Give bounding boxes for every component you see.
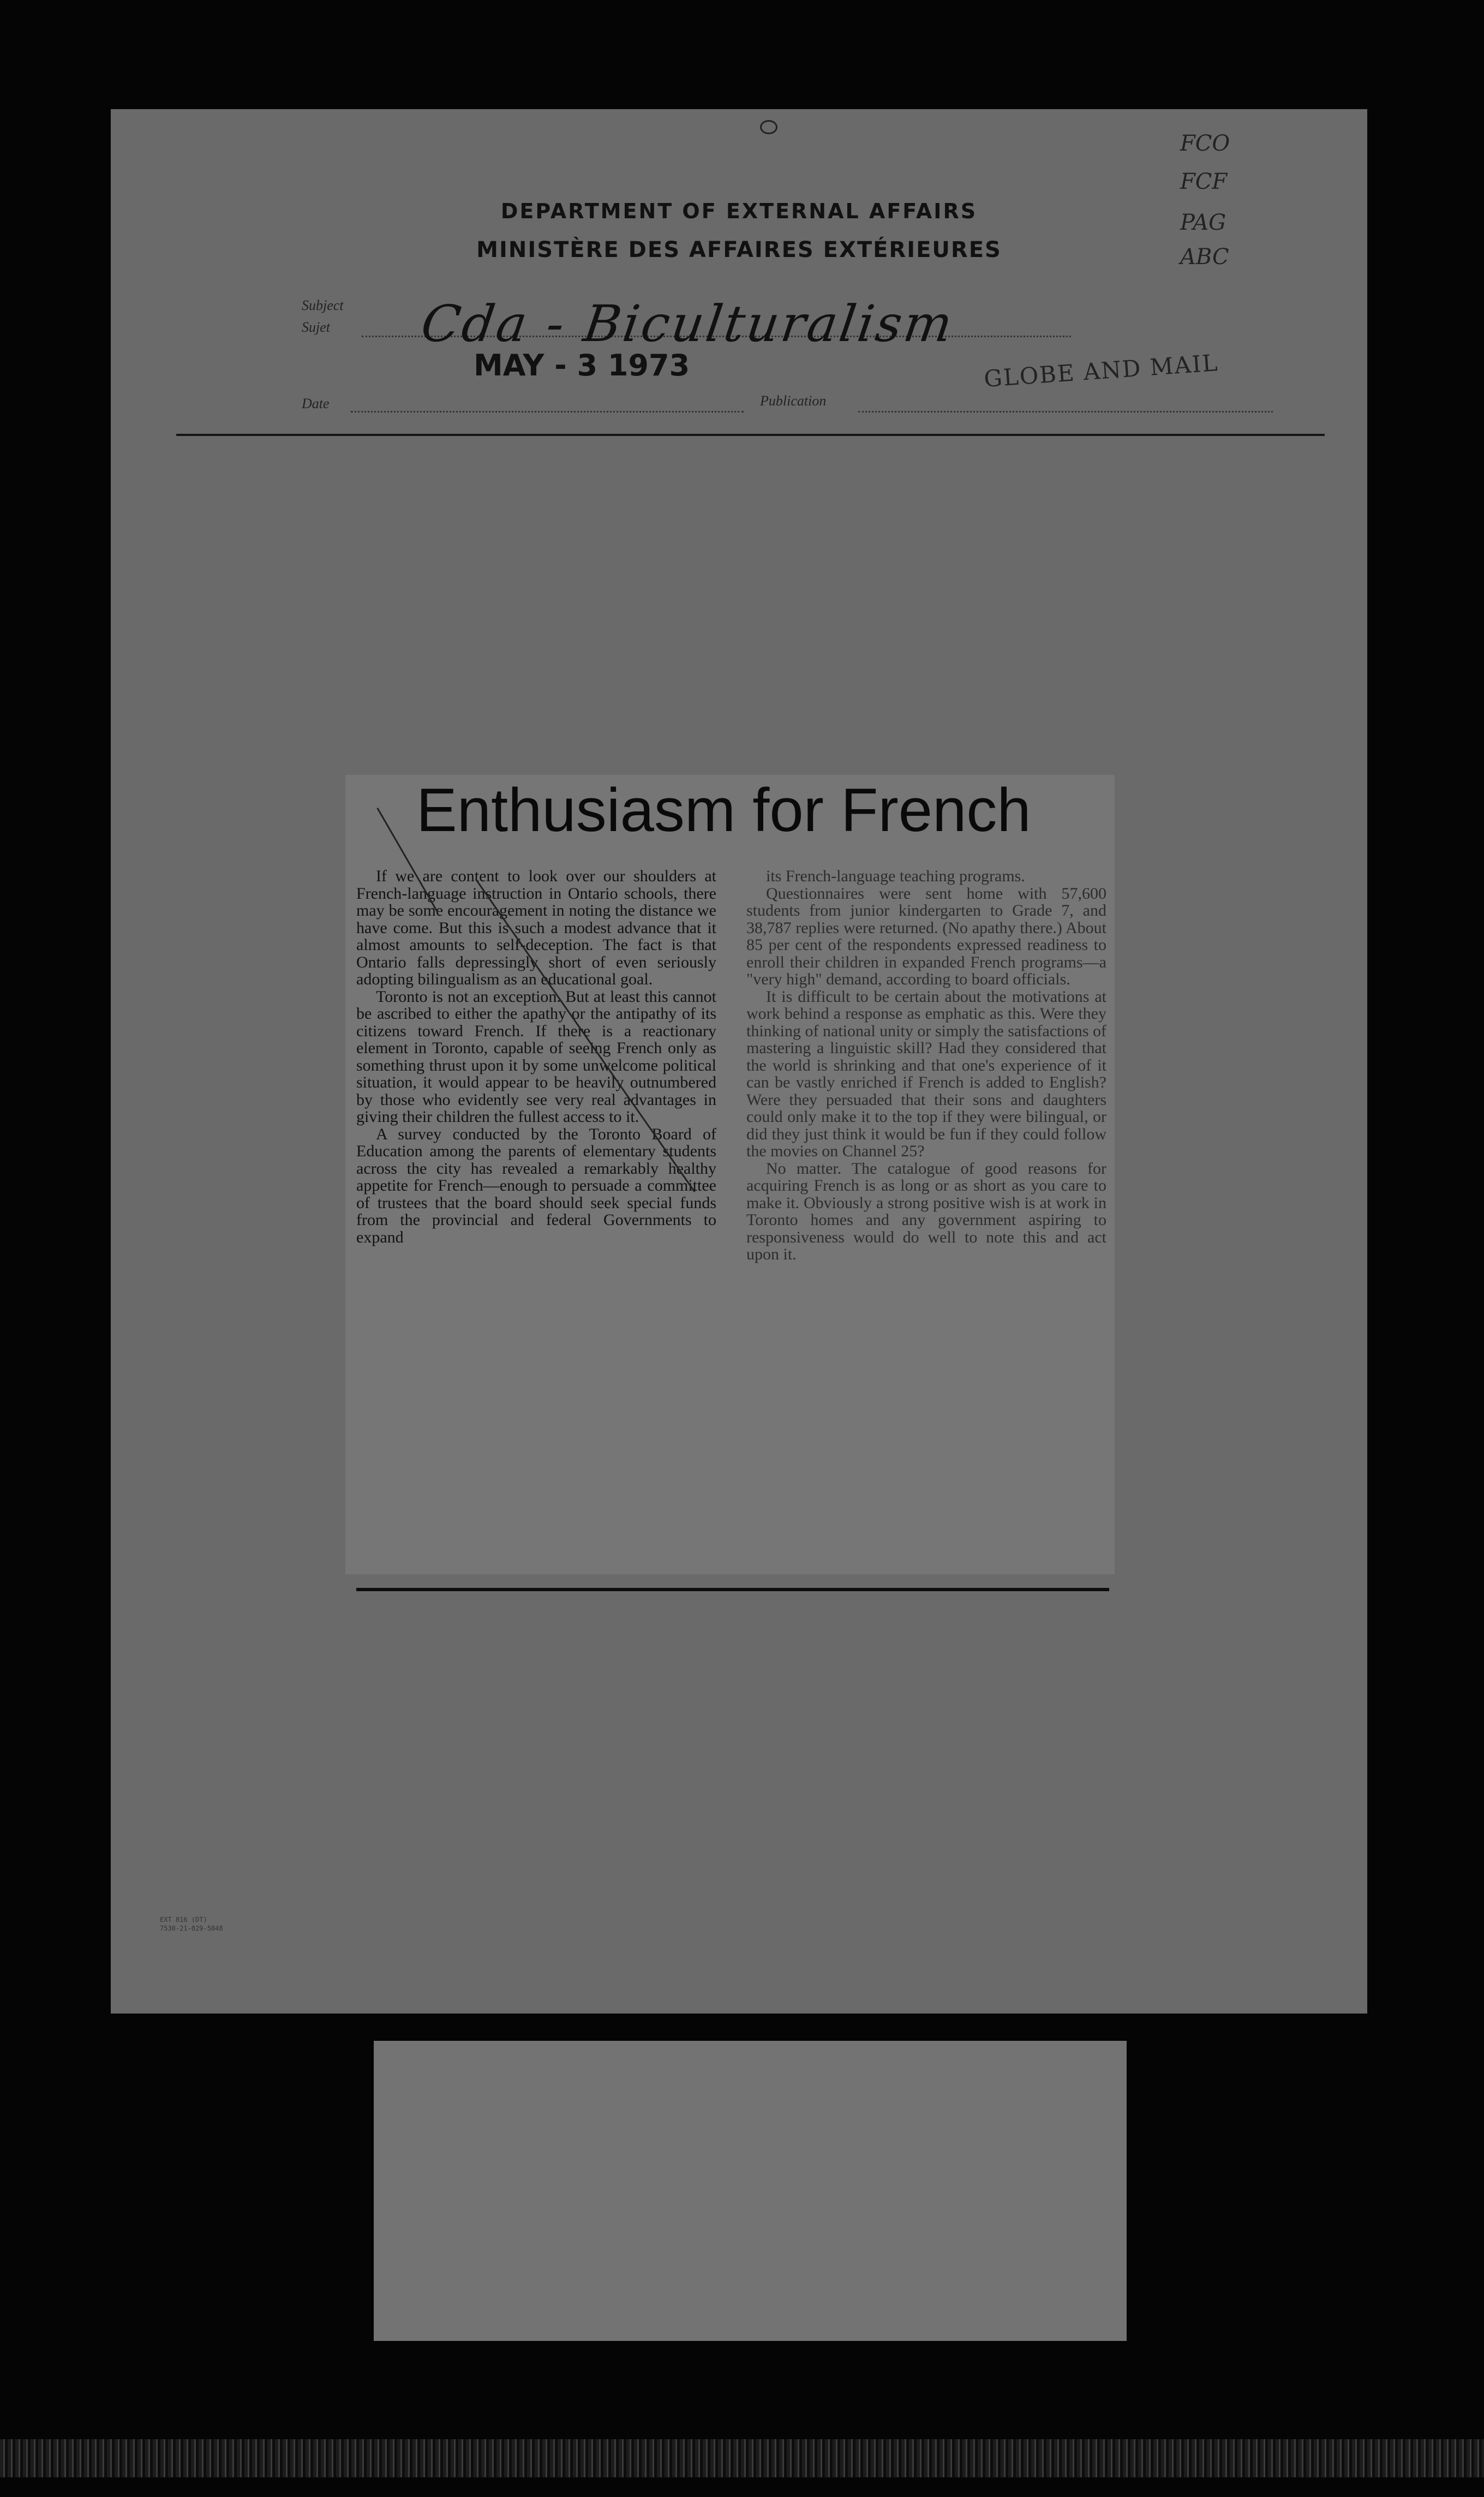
date-dotted-line	[351, 411, 744, 413]
publication-dotted-line	[858, 411, 1273, 413]
date-label: Date	[302, 396, 330, 411]
subject-handwritten: Cda - Biculturalism	[417, 295, 958, 353]
header-rule	[176, 434, 1325, 436]
routing-code-3: PAG	[1180, 210, 1226, 235]
article-paragraph: It is difficult to be certain about the motivations at work behind a response as emphatic as this. Were they thinking of national unity or simply the satisfactions of mastering a linguistic skill? Had they considered that the world is shrinking and that one's experience of it can be vastly enriched if French is added to English? Were they persuaded that their sons and daughters could only make it to the top if they were bilingual, or did they just think it would be fun if they could follow the movies on Channel 25?	[746, 987, 1106, 1160]
form-number: EXT 816 (DT) 7530-21-029-5048	[160, 1916, 223, 1932]
date-stamp: MAY - 3 1973	[474, 348, 690, 383]
routing-code-1: FCO	[1180, 131, 1230, 156]
article-end-rule	[356, 1588, 1109, 1591]
article-paragraph: A survey conducted by the Toronto Board of Education among the parents of elementary students across the city has revealed a remarkably healthy appetite for French—enough to persuade a committee of trustees that the board should seek special funds from the provincial and federal Governments to expand	[356, 1125, 716, 1246]
routing-code-2: FCF	[1180, 169, 1228, 194]
article-right-column	[746, 868, 1106, 1263]
article-paragraph: Questionnaires were sent home with 57,600 students from junior kindergarten to Grade 7, and 38,787 replies were returned. (No apathy there.) About 85 per cent of the respondents expressed readiness to enroll their children in expanded French programs—a "very high" demand, according to board officials.	[746, 884, 1106, 988]
publication-stamp: GLOBE AND MAIL	[983, 349, 1219, 392]
article-headline: Enthusiasm for French	[416, 776, 1031, 844]
newspaper-clipping	[345, 775, 1115, 1574]
publication-label: Publication	[760, 393, 827, 409]
article-paragraph: its French-language teaching programs.	[766, 867, 1025, 885]
department-name-en: DEPARTMENT OF EXTERNAL AFFAIRS	[500, 199, 978, 223]
sujet-label: Sujet	[302, 319, 330, 335]
blank-slip	[374, 2041, 1127, 2341]
film-edge-strip	[0, 2439, 1484, 2477]
article-left-column	[356, 868, 716, 1246]
clipping-form-sheet	[111, 109, 1367, 2014]
article-paragraph: No matter. The catalogue of good reasons for acquiring French is as long or as short as you care to make it. Obviously a strong positive wish is at work in Toronto homes and any government aspiring to responsiveness would do well to note this and act upon it.	[746, 1159, 1106, 1263]
article-paragraph: If we are content to look over our shoulders at French-language instruction in Ontario schools, there may be some encouragement in noting the distance we have come. But this is such a modest advance that it almost amounts to self-deception. The fact is that Ontario falls depressingly short of even seriously adopting bilingualism as an educational goal.	[356, 867, 716, 988]
article-paragraph: Toronto is not an exception. But at least this cannot be ascribed to either the apathy or the antipathy of its citizens toward French. If there is a reactionary element in Toronto, capable of seeing French only as something thrust upon it by some unwelcome political situation, it would appear to be heavily outnumbered by those who evidently see very real advantages in giving their children the fullest access to it.	[356, 987, 716, 1126]
routing-code-4: ABC	[1180, 244, 1229, 270]
punch-hole-mark	[760, 120, 777, 134]
department-name-fr: MINISTÈRE DES AFFAIRES EXTÉRIEURES	[476, 237, 1002, 262]
subject-label: Subject	[302, 297, 344, 313]
